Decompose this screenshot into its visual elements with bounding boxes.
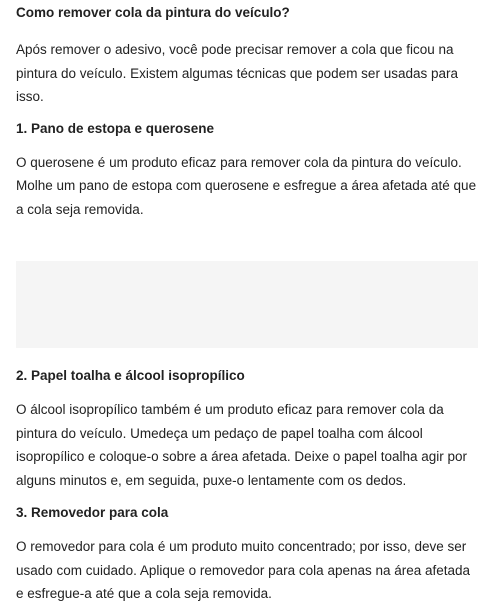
- intro-paragraph: Após remover o adesivo, você pode precisar remover a cola que ficou na pintura do veículo. Existem algumas técnicas que podem ser usadas para isso.: [16, 42, 458, 104]
- article-title: Como remover cola da pintura do veículo?: [16, 5, 290, 20]
- section-body-2: O álcool isopropílico também é um produto eficaz para remover cola da pintura do veículo. Umedeça um pedaço de papel toalha com álcool isopropílico e coloque-o sobre a área afetada. Deixe o papel toalha agir por alguns minutos e, em seguida, puxe-o lentamente com os dedos.: [16, 402, 468, 488]
- section-heading-1: 1. Pano de estopa e querosene: [16, 120, 215, 136]
- section-heading-2: 2. Papel toalha e álcool isopropílico: [16, 368, 245, 383]
- ad-placeholder: [16, 261, 478, 348]
- section-heading-3: 3. Removedor para cola: [16, 505, 169, 520]
- section-body-3: O removedor para cola é um produto muito concentrado; por isso, deve ser usado com cuidado. Aplique o removedor para cola apenas na área afetada e esfregue-a até que a cola seja removida.: [16, 539, 471, 601]
- section-body-1: O querosene é um produto eficaz para remover cola da pintura do veículo. Molhe um pano de estopa com querosene e esfregue a área afetada até que a cola seja removida.: [16, 154, 477, 217]
